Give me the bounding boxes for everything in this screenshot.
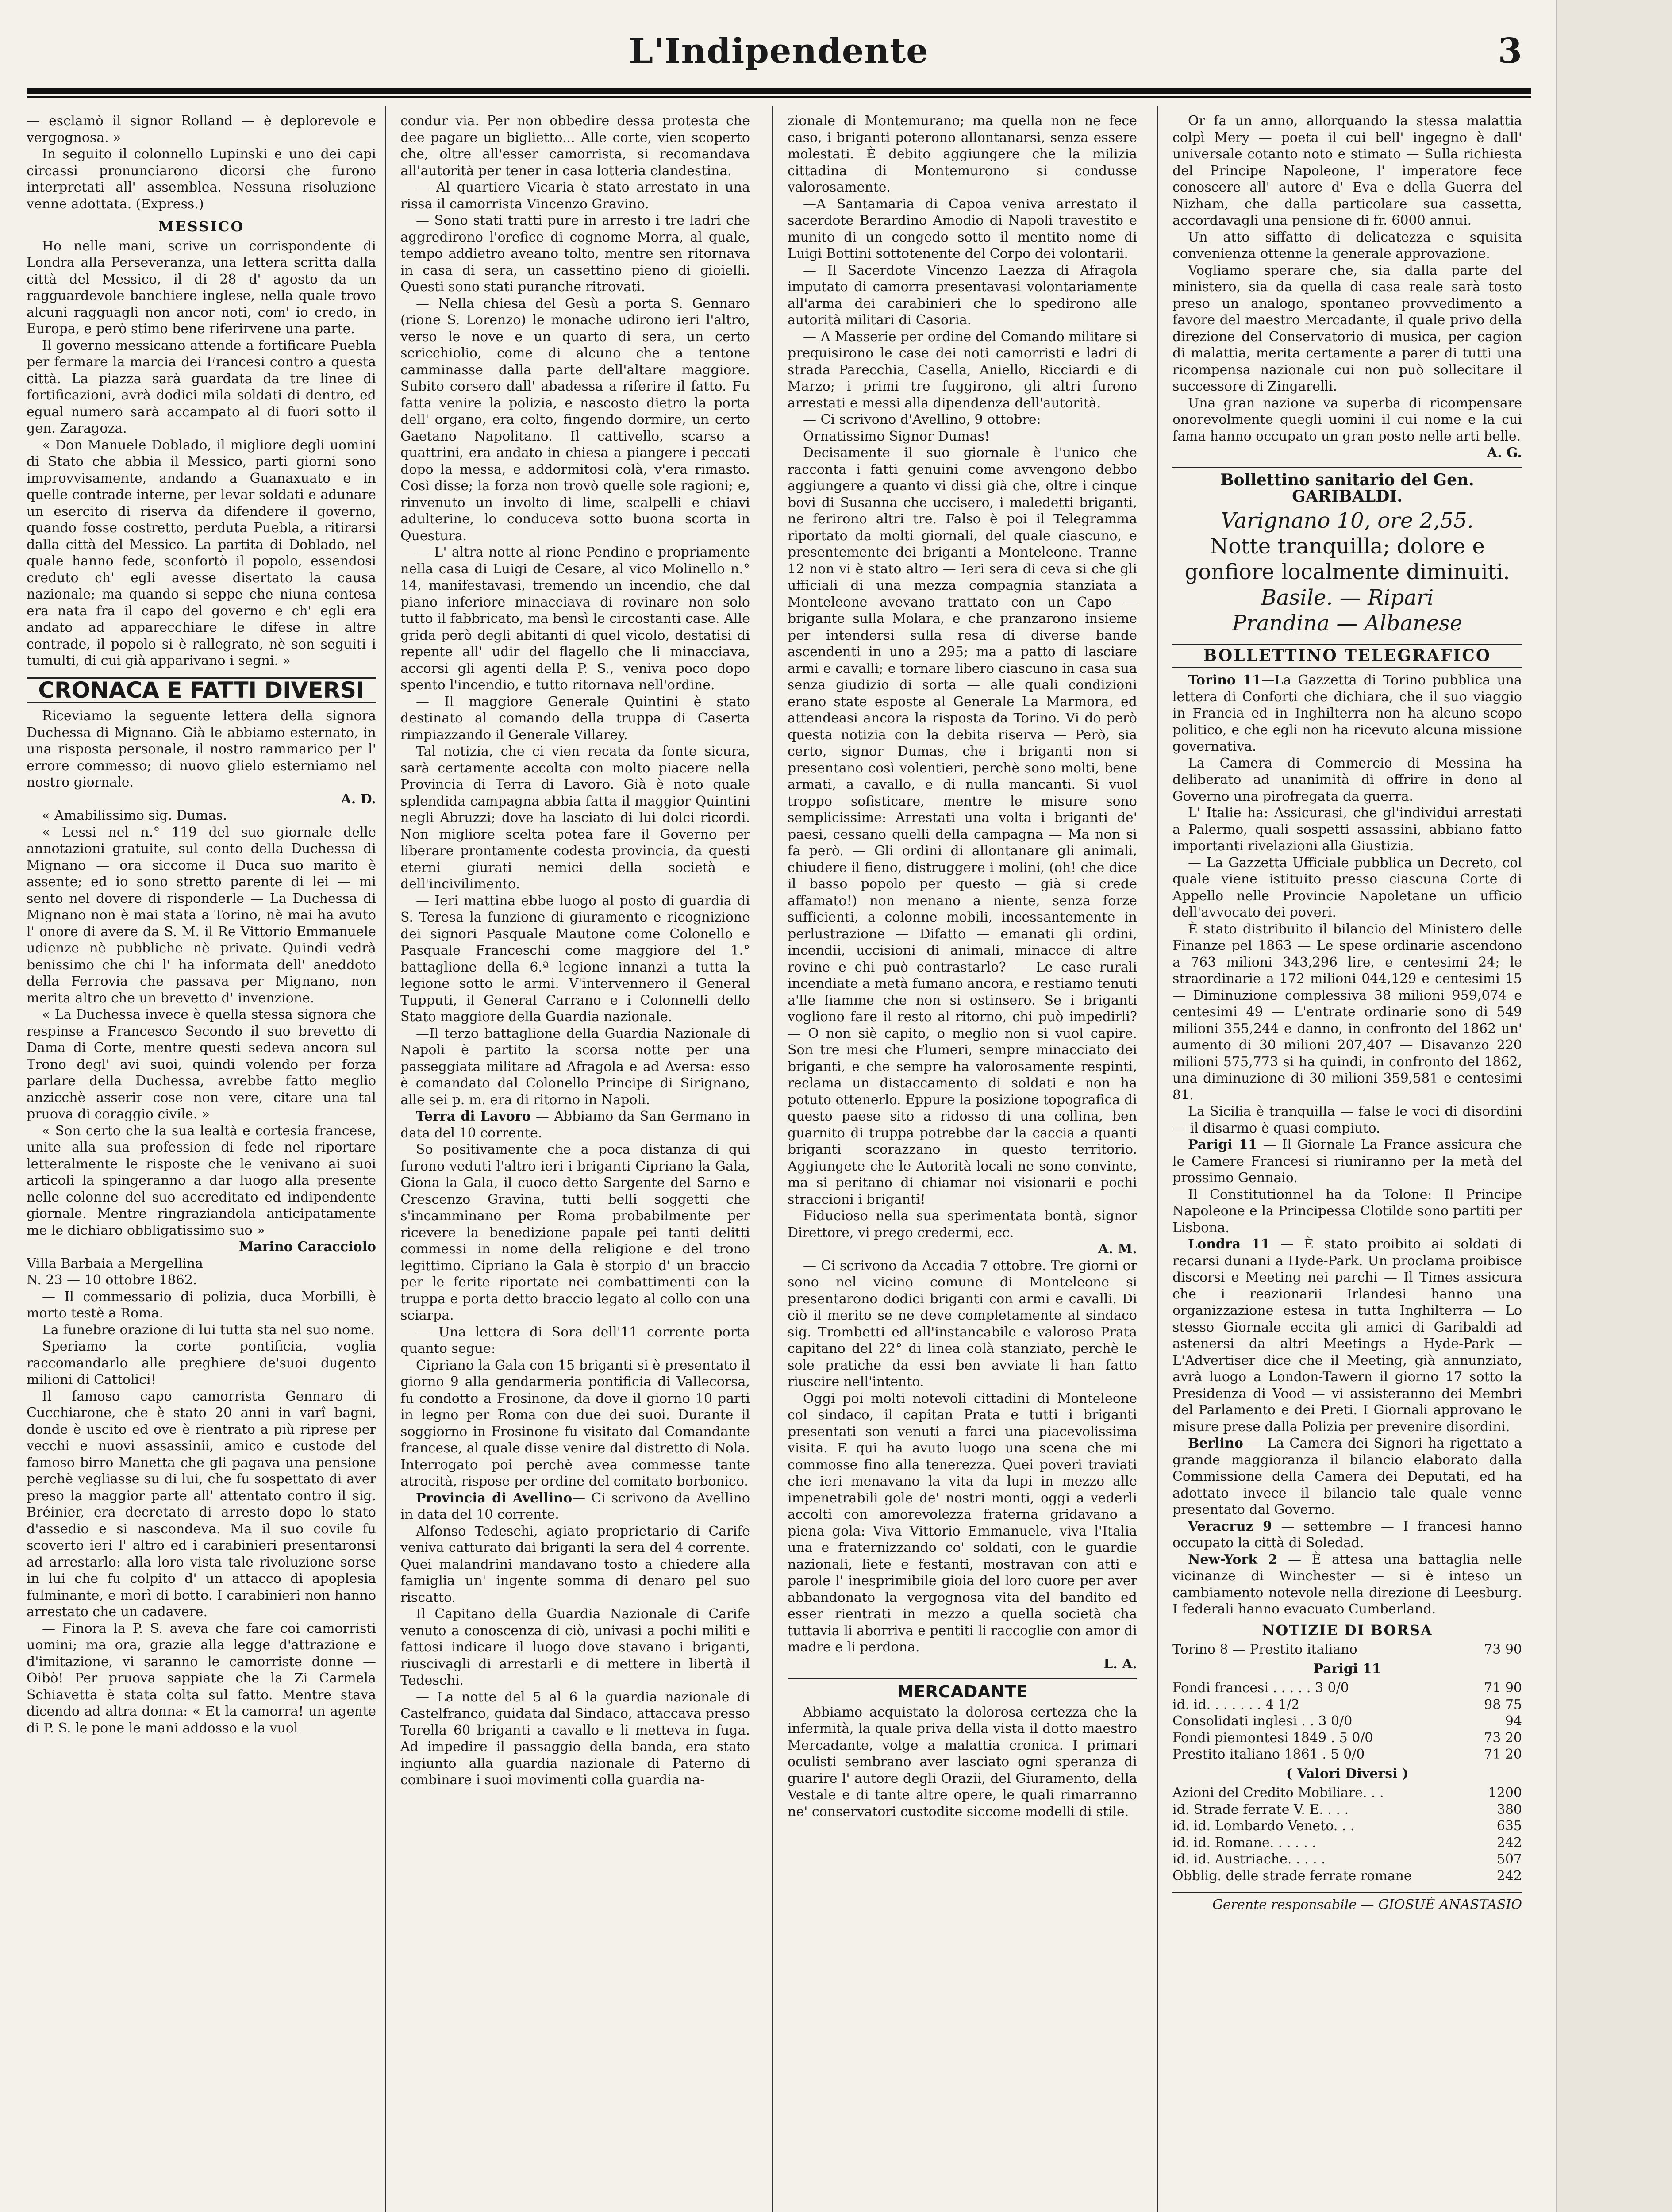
paragraph: — La notte del 5 al 6 la guardia nazionale di Castelfranco, guidata dal Sindaco, attaccava presso Torella 60 briganti a cavallo e li metteva in fuga. Ad impedire il passaggio della banda, era stato ingiunto alla guardia nazionale di Paterno di combinare i suoi movimenti colla guardia na- [400, 1689, 750, 1788]
column-divider [1157, 106, 1158, 2212]
paragraph: So positivamente che a poca distanza di qui furono veduti l'altro ieri i briganti Cipriano la Gala, Giona la Gala, il cuoco detto Sargente del Sarno e Crescenzo Gravina, tutti belli soggetti che s'incamminano per Roma probabilmente per ricevere la benedizione papale pei tanti delitti commessi in nome della religione e del trono legittimo. Cipriano la Gala è storpio d' un braccio per le ferite riportate nei combattimenti con la truppa e porta detto braccio legato al collo con una sciarpa. [400, 1142, 750, 1323]
place-heading: New-York 2 [1188, 1551, 1278, 1567]
paragraph: — Il Sacerdote Vincenzo Laezza di Afragola imputato di camorra presentavasi volontariamente all'arma dei carabinieri che lo spedirono alle autorità militari di Casoria. [788, 262, 1137, 328]
masthead-rule [27, 88, 1531, 94]
paragraph: « La Duchessa invece è quella stessa signora che respinse a Francesco Secondo il suo brevetto di Dama di Corte, mentre questi sedeva ancora sul Trono degl' avi suoi, quindi volendo per forza parlare della Duchessa, avrebbe fatto meglio anzicchè asserir cose non vere, citare una tal pruova di coraggio civile. » [27, 1007, 376, 1122]
stock-label: Fondi francesi . . . . . 3 0/0 [1172, 1680, 1349, 1696]
paragraph-text: — La Camera dei Signori ha rigettato a grande maggioranza il bilancio elaborato dalla Commissione della Camera dei Deputati, ed ha adottato invece il bilancio tale quale venne presentato dal Governo. [1172, 1436, 1522, 1517]
paragraph: Oggi poi molti notevoli cittadini di Monteleone col sindaco, il capitan Prata e tutti i briganti presentati son venuti a farci una piacevolissima visita. E qui ha avuto luogo una scena che mi commosse fino alla tenerezza. Quei poveri traviati che ieri menavano la vita da lupi in mezzo alle impenetrabili gole de' nostri monti, oggi a vederli accolti con amorevolezza fraterna gridavano a piena gola: Viva Vittorio Emmanuele, viva l'Italia una e fraternizzando co' soldati, con le guardie nazionali, liete e festanti, mostravan con atti e parole l' inesprimibile gioia del loro cuore per aver abbandonato la vergognosa vita del bandito ed esser rientrati in mezzo a quella società cha tuttavia li aborriva e pentiti li raccoglie con amor di madre e li perdona. [788, 1390, 1137, 1655]
bulletin-title: Bollettino sanitario del Gen. GARIBALDI. [1172, 467, 1522, 505]
table-row [1172, 1697, 1522, 1713]
column-4 [1172, 113, 1522, 2212]
table-row [1172, 1746, 1522, 1763]
column-divider [772, 106, 773, 2212]
stock-value: 1200 [1488, 1785, 1522, 1801]
stock-value: 73 90 [1484, 1642, 1522, 1657]
paragraph: « Don Manuele Doblado, il migliore degli uomini di Stato che abbia il Messico, parti giorni sono improvvisamente, andando a Guanaxuato e in quelle contrade interne, per levar soldati e adunare un esercito di riserva da difendere il governo, quando fosse costretto, perduta Puebla, a ritirarsi dalla città del Messico. La partita di Doblado, nel quale hanno fede, sconfortò il popolo, essendosi creduto ch' egli avesse disertato la causa nazionale; ma quando si seppe che niuna contesa era nata fra il capo del governo e ch' egli era andato ad apparecchiare le difese in altre contrade, il popolo si è rallegrato, nè son seguiti i tumulti, di cui già apparivano i segni. » [27, 437, 376, 668]
bulletin-line: Varignano 10, ore 2,55. [1221, 508, 1474, 533]
column-2 [400, 113, 750, 2212]
paragraph: Alfonso Tedeschi, agiato proprietario di Carife veniva catturato dai briganti la sera del 4 corrente. Quei malandrini mandavano tosto a chiedere alla famiglia un' ingente somma di denaro pel suo riscatto. [400, 1523, 750, 1605]
paragraph: Il famoso capo camorrista Gennaro di Cucchiarone, che è stato 20 anni in varî bagni, donde è uscito ed ove è rientrato a più riprese per vecchi e nuovi assassinii, amico e custode del famoso birro Manetta che gli pagava una pensione perchè vegliasse su di lui, che fu sospettato di aver preso la maggior parte all' attentato contro il sig. Bréinier, era decretato di arresto dopo lo stato d'assedio e si nascondeva. Ma il suo covile fu scoverto ieri l' altro ed i carabinieri presentaronsi ad arrestarlo: alla loro vista tale rivoluzione sorse in lui che fu colpito d' un attacco di apoplesia fulminante, e morì di botto. I carabinieri non hanno arrestato che un cadavere. [27, 1388, 376, 1620]
paragraph-text: — settembre — I francesi hanno occupato la città di Soledad. [1172, 1518, 1522, 1551]
stock-value: 635 [1496, 1818, 1522, 1834]
stock-value: 242 [1496, 1868, 1522, 1884]
table-row [1172, 1818, 1522, 1835]
section-heading-messico: MESSICO [158, 218, 245, 235]
paragraph: Un atto siffatto di delicatezza e squisita convenienza ottenne la generale approvazione. [1172, 229, 1522, 261]
paragraph: La funebre orazione di lui tutta sta nel suo nome. [42, 1322, 375, 1338]
signature: A. M. [1098, 1241, 1137, 1257]
stock-label: Torino 8 — Prestito italiano [1172, 1642, 1357, 1657]
place-heading: Torino 11 [1188, 672, 1261, 688]
paragraph: zionale di Montemurano; ma quella non ne fece caso, i briganti poterono allontanarsi, senza essere molestati. È debito aggiungere che la milizia cittadina di Montemurono si condusse valorosamente. [788, 113, 1137, 195]
section-heading-borsa: NOTIZIE DI BORSA [1262, 1621, 1433, 1639]
paragraph: Fiducioso nella sua sperimentata bontà, signor Direttore, vi prego credermi, ecc. [788, 1208, 1137, 1240]
telegram [1172, 1435, 1522, 1518]
paragraph: — Il maggiore Generale Quintini è stato destinato al comando della truppa di Caserta rimpiazzando il Generale Villarey. [400, 694, 750, 743]
paragraph: « Lessi nel n.° 119 del suo giornale delle annotazioni gratuite, sul conto della Duchessa di Mignano — ora siccome il Duca suo marito è assente; ed io sono stretto parente di lei — mi sento nel dovere di risponderle — La Duchessa di Mignano non è mai stata a Torino, nè mai ha avuto l' onore di avere da S. M. il Re Vittorio Emmanuele udienze nè pubbliche nè private. Quindi vedrà benissimo che chi l' ha informata dell' aneddoto della Ferrovia che passava per Mignano, non merita altro che un brevetto d' invenzione. [27, 824, 376, 1006]
paragraph: — Ci scrivono d'Avellino, 9 ottobre: [803, 412, 1041, 427]
telegram: La Camera di Commercio di Messina ha deliberato ad unanimità di offrire in dono al Governo una pirofregata da guerra. [1172, 755, 1522, 804]
paragraph: Ho nelle mani, scrive un corrispondente di Londra alla Perseveranza, una lettera scritta dalla città del Messico, il di 28 d' agosto da un ragguardevole banchiere inglese, nella quale trovo alcuni ragguagli non ancor noti, com' io credo, in Europa, e però stimo bene riferirvene una parte. [27, 238, 376, 337]
paragraph: — Al quartiere Vicaria è stato arrestato in una rissa il camorrista Vincenzo Gravino. [400, 180, 750, 212]
paragraph: Speriamo la corte pontificia, voglia raccomandarlo alle preghiere de'suoi dugento milioni di Cattolici! [27, 1339, 376, 1387]
scanned-page-edge [1556, 0, 1672, 2212]
paragraph: — L' altra notte al rione Pendino e propriamente nella casa di Luigi de Cesare, al vico Molinello n.° 14, manifestavasi, tremendo un incendio, che dal piano inferiore minacciava di rovinare non solo tutto il fabbricato, ma bensì le circostanti case. Alle grida però degli abitanti di quel vicolo, destatisi di repente all' udir del flagello che li minacciava, accorsi gli agenti della P. S., veniva poco dopo spento l'incendio, e tutto ritornava nell'ordine. [400, 545, 750, 693]
paragraph: — esclamò il signor Rolland — è deplorevole e vergognosa. » [27, 113, 376, 146]
bulletin-line: Notte tranquilla; dolore e gonfiore localmente diminuiti. [1184, 534, 1510, 584]
stock-value: 73 20 [1484, 1730, 1522, 1746]
table-row [1172, 1868, 1522, 1885]
stock-value: 71 20 [1484, 1747, 1522, 1762]
paragraph-text: — Abbiamo da San Germano in data del 10 corrente. [400, 1109, 750, 1141]
telegram [1172, 672, 1522, 755]
paragraph: —Il terzo battaglione della Guardia Nazionale di Napoli è partito la scorsa notte per una passeggiata militare ad Afragola e ad Aversa: esso è comandato dal Colonello Principe di Sirignano, alle sei p. m. era di ritorno in Napoli. [400, 1025, 750, 1108]
paragraph: — Ci scrivono da Accadia 7 ottobre. Tre giorni or sono nel vicino comune di Monteleone si presentarono dodici briganti con armi e cavalli. Di ciò il merito se ne deve completamente al sindaco sig. Trombetti ed all'instancabile e valoroso Prata capitano del 22° di linea colà stanziato, perchè le sole pratiche da essi ben avviate li han fatto riuscire nell'intento. [788, 1258, 1137, 1390]
stock-label: Prestito italiano 1861 . 5 0/0 [1172, 1747, 1365, 1762]
stock-table-parigi [1172, 1680, 1522, 1763]
stock-value: 242 [1496, 1835, 1522, 1851]
masthead-rule-thin [27, 96, 1531, 98]
signature: A. D. [341, 791, 376, 807]
stock-value: 380 [1496, 1801, 1522, 1817]
table-row [1172, 1851, 1522, 1868]
telegram: L' Italie ha: Assicurasi, che gl'individui arrestati a Palermo, quali sospetti assassini, abbiano fatto importanti rivelazioni alla Giustizia. [1172, 805, 1522, 854]
stock-label: id. id. . . . . . . 4 1/2 [1172, 1697, 1300, 1713]
paragraph: Una gran nazione va superba di ricompensare onorevolmente quegli uomini il cui nome e la cui fama hanno occupato un gran posto nelle arti belle. [1172, 395, 1522, 444]
stock-label: Obblig. delle strade ferrate romane [1172, 1868, 1412, 1884]
paragraph-text: —La Gazzetta di Torino pubblica una lettera di Conforti che dichiara, che il suo viaggio in Francia ed in Inghilterra non ha alcuno scopo politico, e che egli non ha ricevuto alcuna missione governativa. [1172, 672, 1522, 754]
stock-value: 507 [1496, 1851, 1522, 1867]
table-row [1172, 1713, 1522, 1730]
paragraph: In seguito il colonnello Lupinski e uno dei capi circassi pronunciarono dicorsi che furono interpretati all' assemblea. Nessuna risoluzione venne adottata. (Express.) [27, 146, 376, 212]
place-heading: Berlino [1188, 1436, 1243, 1451]
stock-label: Azioni del Credito Mobiliare. . . [1172, 1785, 1384, 1801]
paragraph: — Ieri mattina ebbe luogo al posto di guardia di S. Teresa la funzione di giuramento e ricognizione dei signori Pasquale Mautone come Colonello e Pasquale Franceschi come maggiore del 1.° battaglione della 6.ª legione innanzi a tutta la legione sotto le armi. V'intervennero il General Tupputi, il General Carrano e i Colonnelli dello Stato maggiore della Guardia nazionale. [400, 893, 750, 1025]
paragraph: « Son certo che la sua lealtà e cortesia francese, unite alla sua profession di fede nel riportare letteralmente le risposte che le venivano ai suoi articoli la spingeranno a dar luogo alla presente nelle colonne del suo accreditato ed indipendente giornale. Mentre ringraziandola anticipatamente me le dichiaro obbligatissimo suo » [27, 1123, 376, 1238]
table-row [1172, 1641, 1522, 1658]
column-1 [27, 113, 376, 2212]
paragraph: Decisamente il suo giornale è l'unico che racconta i fatti genuini come avvengono debbo aggiungere a quanto vi dissi già che, oltre i cinque bovi di Susanna che uccisero, i maledetti briganti, ne ferirono altri tre. Falso è poi il Telegramma riportato da molti giornali, del quale ciascuno, e presentemente dei briganti a Monteleone. Tranne 12 non vi è stato altro — Ieri sera di ceva si che gli ufficiali di una mezza compagnia stanziata a Monteleone avevano trattato con un Capo — brigante sulla Molara, e che pranzarono insieme per intendersi sulla resa di diverse bande ascendenti in uno a 295; ma a patto di lasciare armi e cavalli; e tornare libero ciascuno in casa sua senza giudizio di sorta — alle quali condizioni erano state esposte al Generale La Marmora, ed attendeasi ancora la risposta da Torino. Vi do però questa notizia con la debita riserva — Però, sia certo, signor Dumas, che i briganti non si presentano così volentieri, perchè sono molti, bene armati, a cavallo, e di nulla mancanti. Si vuol troppo sofisticare, mentre le misure sono semplicissime: Arrestati una volta i briganti de' paesi, cessano quelli della campagna — Ma non si fa però. — Gli ordini di allontanare gli animali, chiudere il fieno, distruggere i molini, (oh! che dice il basso popolo per questo — già si crede affamato!) non menano a niente, senza forze sufficienti, a colonne mobili, incessantemente in perlustrazione — Difatto — emanati gli ordini, incendii, uccisioni di animali, minacce di altre rovine e chi può contrastarlo? — Le case rurali incendiate a metà fumano ancora, e restiamo tenuti a'lle fiamme che non si ostinsero. Se i briganti vogliono fare il resto al ritorno, chi può impedirli? — O non siè capito, o meglio non si vuol capire. Son tre mesi che Flumeri, sempre minacciato dei briganti, e che sempre ha valorosamente respinti, reclama un distaccamento di soldati e non ha potuto ottenerlo. Eppure la posizione topografica di questo paese sito a ridosso di una collina, ben guarnito di truppa potrebbe dar la caccia a quanti briganti scorazzano in questo territorio. Aggiungete che le Autorità locali ne sono convinte, ma si peritano di chiamar noi visionarii e pochi straccioni i briganti! [788, 445, 1137, 1207]
paragraph: Ornatissimo Signor Dumas! [803, 428, 990, 444]
stock-label: id. Strade ferrate V. E. . . . [1172, 1801, 1349, 1817]
page-number: 3 [1498, 31, 1522, 71]
table-row [1172, 1801, 1522, 1818]
stock-subheading-parigi: Parigi 11 [1313, 1661, 1381, 1677]
table-row [1172, 1730, 1522, 1747]
paragraph-text: — È stato proibito ai soldati di recarsi dunani a Hyde-Park. Un proclama proibisce discorsi e Meeting nei parchi — Il Times assicura che i reazionarii Irlandesi hanno una organizzazione estesa in tutta Inghilterra — Lo stesso Giornale eccita gli amici di Garibaldi ad astenersi da altri Meetings a Hyde-Park — L'Advertiser dice che il Meeting, già annunziato, avrà luogo a London-Tawern il giorno 17 sotto la Presidenza di Vood — vi assisteranno dei Membri del Parlamento e dei Preti. I Giornali approvano le misure prese dalla Polizia per prevenire disordini. [1172, 1237, 1522, 1435]
telegram [1172, 1551, 1522, 1618]
signature: Marino Caracciolo [238, 1239, 376, 1255]
place-heading: Veracruz 9 [1188, 1518, 1272, 1534]
paragraph: — Nella chiesa del Gesù a porta S. Gennaro (rione S. Lorenzo) le monache udirono ieri l'altro, verso le nove e un quarto di sera, un certo scricchiolio, come di alcuno che a tentone camminasse dalla parte dell'altare maggiore. Subito corsero dall' abadessa a riferire il fatto. Fu fatta venire la polizia, e nascosto dietro la porta dell' organo, era colto, fingendo dormire, un certo Gaetano Napolitano. Il cattivello, scarso a quattrini, era andato in chiesa a piangere i peccati dopo la messa, e addormitosi colà, v'era rimasto. Così disse; la forza non trovò quelle sole ragioni; e, rinvenuto un involto di lime, scalpelli e chiavi adulterine, lo conduceva sotto buona scorta in Questura. [400, 296, 750, 544]
place-heading: Parigi 11 [1188, 1137, 1257, 1152]
bulletin-signatures: Prandina — Albanese [1232, 611, 1463, 636]
date-line: N. 23 — 10 ottobre 1862. [27, 1272, 197, 1288]
paragraph-text: — Ci scrivono da Avellino in data del 10 corrente. [400, 1490, 750, 1522]
paragraph: « Amabilissimo sig. Dumas. [42, 808, 227, 823]
table-row [1172, 1835, 1522, 1851]
paragraph: — Finora la P. S. aveva che fare coi camorristi uomini; ma ora, grazie alla legge d'attrazione e d'imitazione, vi saranno le camorriste donne — Oibò! Per pruova sappiate che la Zi Carmela Schiavetta è stata colta sul fatto. Mentre stava dicendo ad altra donna: « Et la camorra! un agente di P. S. le pone le mani addosso e la vuol [27, 1621, 376, 1736]
place-heading: Terra di Lavoro [416, 1109, 531, 1124]
telegram: È stato distribuito il bilancio del Ministero delle Finanze pel 1863 — Le spese ordinarie ascendono a 763 milioni 343,296 lire, e centesimi 24; le straordinarie a 172 milioni 044,129 e centesimi 15 — Diminuzione complessiva 38 milioni 959,074 e centesimi 49 — L'entrate ordinarie sono di 549 milioni 355,244 e danno, in confronto del 1862 un' aumento di 30 milioni 207,407 — Disavanzo 220 milioni 575,773 si ha quindi, in confronto del 1862, una diminuzione di 30 milioni 359,581 e centesimi 81. [1172, 921, 1522, 1103]
stock-label: id. id. Austriache. . . . . [1172, 1851, 1326, 1867]
stock-value: 94 [1505, 1713, 1522, 1729]
telegram: — La Gazzetta Ufficiale pubblica un Decreto, col quale viene istituito presso ciascuna Corte di Appello nelle Provincie Napoletane un ufficio dell'avvocato dei poveri. [1172, 855, 1522, 920]
section-heading-telegraph: BOLLETTINO TELEGRAFICO [1172, 644, 1522, 668]
paragraph: Riceviamo la seguente lettera della signora Duchessa di Mignano. Già le abbiamo esternato, in una risposta personale, il nostro rammarico per l' errore commesso; di nuovo glielo esterniamo nel nostro giornale. [27, 708, 376, 790]
stock-value: 71 90 [1484, 1680, 1522, 1696]
telegram: La Sicilia è tranquilla — false le voci di disordini — il disarmo è quasi compiuto. [1172, 1104, 1522, 1136]
stock-value: 98 75 [1484, 1697, 1522, 1713]
paragraph: condur via. Per non obbedire dessa protesta che dee pagare un biglietto... Alle corte, vien scoperto che, oltre all'esser camorrista, si recomandava all'autorità per tener in casa lotteria clandestina. [400, 113, 750, 179]
signature: L. A. [1103, 1656, 1137, 1672]
paragraph-text: — Il Giornale La France assicura che le Camere Francesi si riuniranno per la metà del prossimo Gennaio. [1172, 1137, 1522, 1186]
stock-subheading-valori: ( Valori Diversi ) [1286, 1766, 1409, 1782]
paragraph [400, 1490, 750, 1523]
stock-table-torino [1172, 1641, 1522, 1658]
paragraph: Il Capitano della Guardia Nazionale di Carife venuto a conoscenza di ciò, univasi a pochi militi e fattosi indicare il luogo dove stavano i briganti, riuscivagli di arrestarli e di mettere in libertà il Tedeschi. [400, 1606, 750, 1688]
signature: A. G. [1487, 445, 1522, 461]
telegram [1172, 1236, 1522, 1435]
column-3 [788, 113, 1137, 2212]
section-heading-cronaca: CRONACA E FATTI DIVERSI [27, 677, 376, 704]
bulletin-signatures: Basile. — Ripari [1261, 585, 1434, 610]
paragraph: Il governo messicano attende a fortificare Puebla per fermare la marcia dei Francesi contro a questa città. La piazza sarà guardata da tre linee di fortificazioni, avrà dodici mila soldati di dentro, ed egual numero sarà accampato al di fuori sotto il gen. Zaragoza. [27, 338, 376, 436]
stock-label: Consolidati inglesi . . 3 0/0 [1172, 1713, 1353, 1729]
table-row [1172, 1680, 1522, 1697]
paragraph: — Una lettera di Sora dell'11 corrente porta quanto segue: [400, 1324, 750, 1356]
stock-label: id. id. Romane. . . . . . [1172, 1835, 1316, 1851]
table-row [1172, 1785, 1522, 1801]
place-heading: Provincia di Avellino [416, 1490, 573, 1506]
paragraph: — Sono stati tratti pure in arresto i tre ladri che aggredirono l'orefice di cognome Morra, al quale, tempo addietro aveano tolto, mentre sen ritornava in casa di sera, un cassettino pieno di gioielli. Questi sono stati puranche ritrovati. [400, 213, 750, 295]
paragraph: Vogliamo sperare che, sia dalla parte del ministero, sia da quella di casa reale sarà tosto preso un analogo, spontaneo provvedimento a favore del maestro Mercadante, il quale privo della direzione del Conservatorio di musica, per cagion di malattia, merita certamente a parer di tutti una ricompensa nazionale cui non può sollecitare il successore di Zingarelli. [1172, 262, 1522, 394]
paragraph: — A Masserie per ordine del Comando militare si prequisirono le case dei noti camorristi e ladri di strada Parecchia, Casella, Aniello, Ricciardi e di Marzo; i primi tre fuggirono, gli altri furono arrestati e messi alla dipendenza dell'autorità. [788, 329, 1137, 411]
masthead [27, 27, 1531, 97]
paragraph: Tal notizia, che ci vien recata da fonte sicura, sarà certamente accolta con molto piacere nella Provincia di Terra di Lavoro. Già è noto quale splendida campagna abbia fatta il maggior Quintini negli Abruzzi; dove ha lasciato di lui dolci ricordi. Non migliore scelta potea fare il Governo per liberare prontamente codesta provincia, da questi eterni giurati nemici della società e dell'incivilimento. [400, 744, 750, 892]
responsible-editor: Gerente responsabile — GIOSUÈ ANASTASIO [1172, 1892, 1522, 1913]
column-divider [385, 106, 386, 2212]
paragraph-text: — È attesa una battaglia nelle vicinanze di Winchester — si è inteso un cambiamento notevole nella direzione di Leesburg. I federali hanno evacuato Cumberland. [1172, 1551, 1522, 1617]
place-heading: Londra 11 [1188, 1237, 1270, 1252]
paragraph: Or fa un anno, allorquando la stessa malattia colpì Mery — poeta il cui bell' ingegno è dall' universale cotanto noto e stimato — Sulla richiesta del Principe Napoleone, l' imperatore fece conoscere all' autore d' Eva e della Guerra del Nizham, che dalla particolare sua cassetta, accordavagli una pensione di fr. 6000 annui. [1172, 113, 1522, 228]
newspaper-title: L'Indipendente [629, 31, 929, 71]
address-line: Villa Barbaia a Mergellina [27, 1256, 203, 1271]
section-heading-mercadante: MERCADANTE [788, 1678, 1137, 1701]
telegram: Il Constitutionnel ha da Tolone: Il Principe Napoleone e la Principessa Clotilde sono partiti per Lisbona. [1172, 1187, 1522, 1236]
telegram [1172, 1518, 1522, 1551]
stock-label: Fondi piemontesi 1849 . 5 0/0 [1172, 1730, 1373, 1746]
stock-table-valori [1172, 1785, 1522, 1884]
paragraph: —A Santamaria di Capoa veniva arrestato il sacerdote Berardino Amodio di Napoli travestito e munito di un congedo sotto il mentito nome di Luigi Bottini sottotenente del Corpo dei volontarii. [788, 196, 1137, 261]
telegram [1172, 1137, 1522, 1187]
paragraph [400, 1108, 750, 1141]
paragraph: — Il commessario di polizia, duca Morbilli, è morto testè a Roma. [27, 1289, 376, 1321]
paragraph: Cipriano la Gala con 15 briganti si è presentato il giorno 9 alla gendarmeria pontificia di Vallecorsa, fu condotto a Frosinone, da dove il giorno 10 parti in legno per Roma con due dei suoi. Durante il soggiorno in Frosinone fu visitato dal Comandante francese, al quale disse venire dal distretto di Nola. Interrogato poi perchè avea commesse tante atrocità, rispose per ordine del comitato borbonico. [400, 1357, 750, 1489]
stock-label: id. id. Lombardo Veneto. . . [1172, 1818, 1355, 1834]
paragraph: Abbiamo acquistato la dolorosa certezza che la infermità, la quale priva della vista il dotto maestro Mercadante, volge a malattia cronica. I primari oculisti sembrano aver lasciato ogni speranza di guarire l' autore degli Orazii, del Giuramento, della Vestale e di tante altre opere, le quali rimarranno ne' conservatori custodite siccome modelli di stile. [788, 1704, 1137, 1820]
